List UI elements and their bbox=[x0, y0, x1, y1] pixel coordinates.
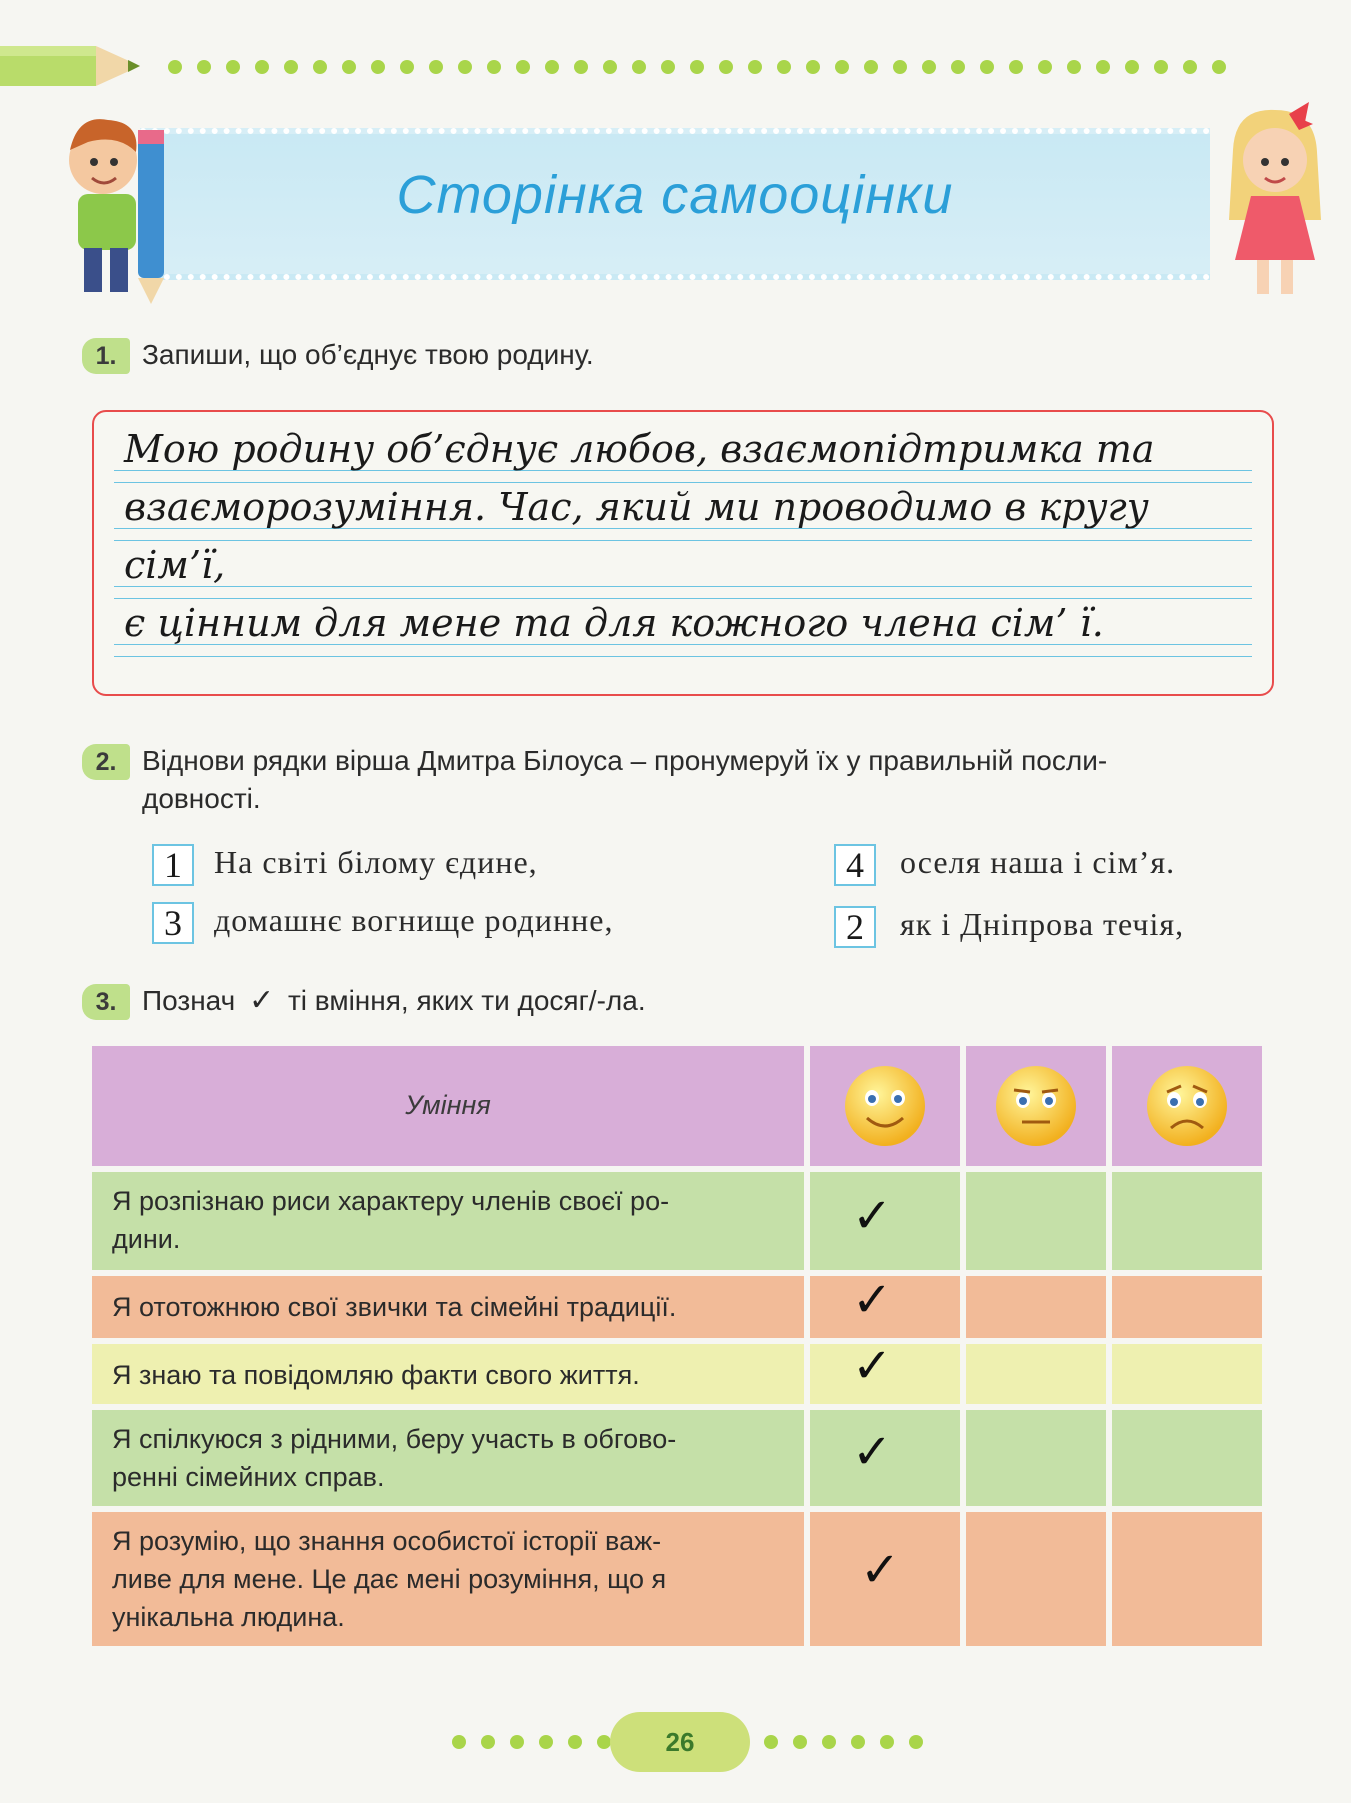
table-row bbox=[92, 1172, 1268, 1270]
bottom-dot-row-right bbox=[764, 1735, 923, 1749]
girl-illustration-icon bbox=[1205, 100, 1345, 300]
skill-text: Я розумію, що знання особистої історії важ- bbox=[112, 1526, 662, 1556]
smile-cell[interactable] bbox=[810, 1512, 960, 1646]
skill-text: Я розпізнаю риси характеру членів своєї ро- bbox=[112, 1186, 670, 1216]
table-row bbox=[92, 1272, 1268, 1338]
sad-face-icon bbox=[1143, 1062, 1231, 1150]
page-title: Сторінка самооцінки bbox=[396, 165, 954, 225]
skill-text: Я ототожнюю свої звички та сімейні традиції. bbox=[112, 1292, 677, 1322]
skill-text: ливе для мене. Це дає мені розуміння, що я bbox=[112, 1564, 667, 1594]
sad-cell[interactable] bbox=[1112, 1344, 1262, 1404]
sad-cell[interactable] bbox=[1112, 1276, 1262, 1338]
smile-cell[interactable] bbox=[810, 1410, 960, 1506]
bottom-dot-row-left bbox=[452, 1735, 611, 1749]
task3-prompt bbox=[142, 982, 646, 1020]
table-row bbox=[92, 1410, 1268, 1506]
pencil-icon bbox=[0, 40, 150, 92]
boy-illustration-icon bbox=[48, 108, 188, 308]
answer-line: взаєморозуміння. Час, який ми проводимо в кругу сім’ї, bbox=[124, 485, 1149, 587]
task2-prompt-line: довності. bbox=[142, 783, 261, 814]
poem-number-box[interactable]: 1 bbox=[152, 844, 194, 886]
poem-number-box[interactable]: 3 bbox=[152, 902, 194, 944]
smile-face-icon bbox=[841, 1062, 929, 1150]
smile-cell[interactable] bbox=[810, 1338, 960, 1404]
smile-cell[interactable] bbox=[810, 1172, 960, 1270]
top-dot-row bbox=[168, 60, 1226, 74]
table-row bbox=[92, 1338, 1268, 1404]
poem-number-box[interactable]: 4 bbox=[834, 844, 876, 886]
check-mark-icon: ✓ bbox=[860, 1542, 901, 1598]
task2-prompt bbox=[142, 742, 1292, 818]
neutral-face-icon bbox=[992, 1062, 1080, 1150]
poem-line: домашнє вогнище родинне, bbox=[214, 902, 614, 938]
answer-line: є цінним для мене та для кожного члена сім’ ї. bbox=[124, 601, 1104, 645]
sad-cell[interactable] bbox=[1112, 1410, 1262, 1506]
poem-line: як і Дніпрова течія, bbox=[900, 906, 1185, 942]
task3-prompt-before: Познач bbox=[142, 985, 236, 1016]
neutral-cell[interactable] bbox=[966, 1344, 1106, 1404]
skill-text: Я спілкуюся з рідними, беру участь в обгово- bbox=[112, 1424, 677, 1454]
task3-prompt-after: ті вміння, яких ти досяг/-ла. bbox=[287, 985, 646, 1016]
answer-line: Мою родину об’єднує любов, взаємопідтримка та bbox=[124, 427, 1155, 471]
handwritten-answer bbox=[124, 420, 1254, 652]
neutral-cell[interactable] bbox=[966, 1410, 1106, 1506]
poem-line: оселя наша і сім’я. bbox=[900, 844, 1176, 880]
neutral-cell[interactable] bbox=[966, 1276, 1106, 1338]
sad-cell[interactable] bbox=[1112, 1512, 1262, 1646]
poem-line: На світі білому єдине, bbox=[214, 844, 538, 880]
sad-cell[interactable] bbox=[1112, 1172, 1262, 1270]
table-header-row bbox=[92, 1046, 1268, 1166]
task-number-3: 3. bbox=[82, 984, 130, 1020]
table-header-label: Уміння bbox=[405, 1090, 491, 1120]
skill-text: Я знаю та повідомляю факти свого життя. bbox=[112, 1360, 640, 1390]
check-mark-icon: ✓ bbox=[852, 1424, 893, 1480]
smile-cell[interactable] bbox=[810, 1272, 960, 1338]
table-row bbox=[92, 1512, 1268, 1646]
poem-number-box[interactable]: 2 bbox=[834, 906, 876, 948]
answer-box bbox=[92, 410, 1274, 696]
check-mark-icon: ✓ bbox=[852, 1188, 893, 1244]
task2-prompt-line: Віднови рядки вірша Дмитра Білоуса – пронумеруй їх у правильній посли- bbox=[142, 745, 1108, 776]
title-banner bbox=[140, 128, 1210, 280]
neutral-cell[interactable] bbox=[966, 1172, 1106, 1270]
check-mark-icon: ✓ bbox=[249, 983, 275, 1018]
task-number-1: 1. bbox=[82, 338, 130, 374]
skill-text: ренні сімейних справ. bbox=[112, 1462, 385, 1492]
task-number-2: 2. bbox=[82, 744, 130, 780]
check-mark-icon: ✓ bbox=[852, 1338, 893, 1394]
task1-prompt: Запиши, що об’єднує твою родину. bbox=[142, 339, 594, 370]
skill-text: унікальна людина. bbox=[112, 1602, 345, 1632]
page-number: 26 bbox=[610, 1712, 750, 1772]
skills-table bbox=[92, 1046, 1268, 1652]
skill-text: дини. bbox=[112, 1224, 181, 1254]
neutral-cell[interactable] bbox=[966, 1512, 1106, 1646]
check-mark-icon: ✓ bbox=[852, 1272, 893, 1328]
